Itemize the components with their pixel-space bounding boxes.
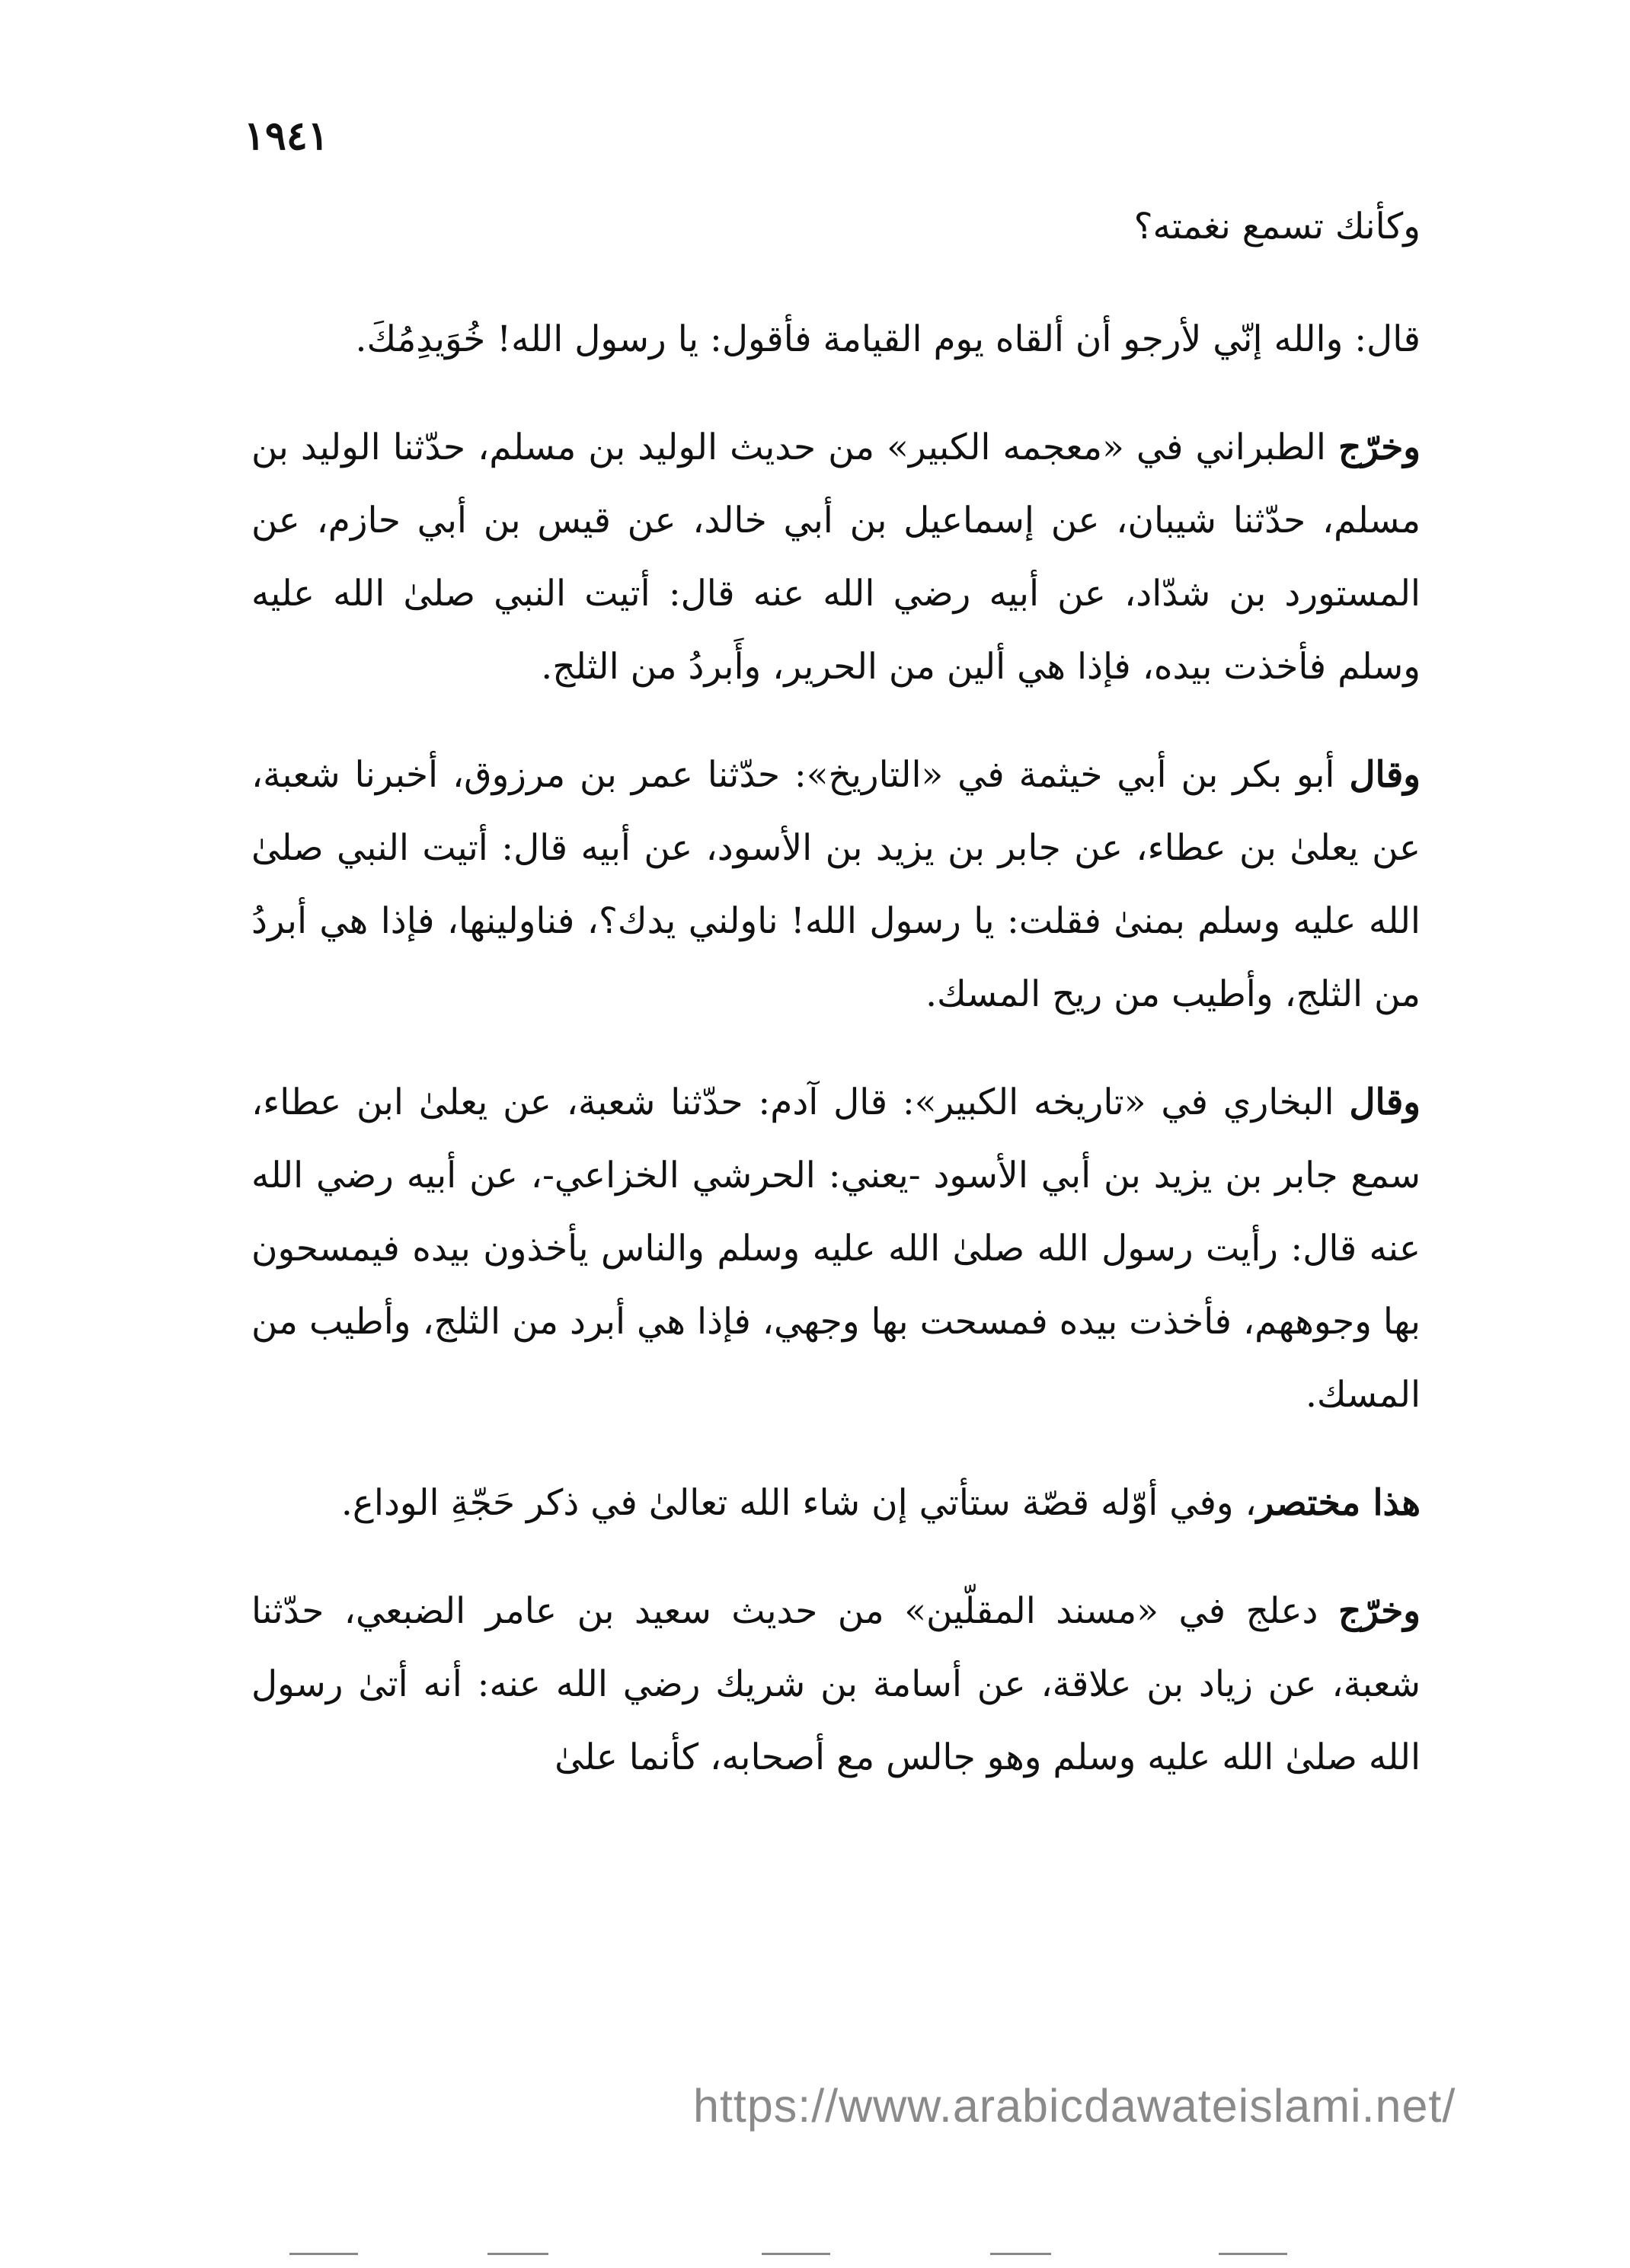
- paragraph-7-text: دعلج في «مسند المقلّين» من حديث سعيد بن عامر الضبعي، حدّثنا شعبة، عن زياد بن علاقة، عن أسامة بن شريك رضي الله عنه: أنه أتىٰ رسول الله صلىٰ الله عليه وسلم وهو جالس مع أصحابه، كأنما علىٰ: [251, 1590, 1421, 1778]
- page-body: [251, 190, 1421, 1829]
- footer-rule: [289, 2253, 358, 2255]
- footer-rule: [1219, 2253, 1287, 2255]
- page-number: ١٩٤١: [244, 113, 329, 159]
- paragraph-4: [251, 739, 1421, 1031]
- paragraph-7-lead: وخرّج: [1338, 1590, 1421, 1632]
- footer-rule: [990, 2253, 1051, 2255]
- paragraph-1: [251, 190, 1421, 264]
- paragraph-2: [251, 303, 1421, 376]
- paragraph-6: [251, 1467, 1421, 1540]
- source-url-watermark: https://www.arabicdawateislami.net/: [693, 2080, 1456, 2132]
- paragraph-3-text: الطبراني في «معجمه الكبير» من حديث الوليد بن مسلم، حدّثنا الوليد بن مسلم، حدّثنا شيبان، عن إسماعيل بن أبي خالد، عن قيس بن أبي حازم، عن المستورد بن شدّاد، عن أبيه رضي الله عنه قال: أتيت النبي صلىٰ الله عليه وسلم فأخذت بيده، فإذا هي ألين من الحرير، وأَبردُ من الثلج.: [251, 426, 1421, 688]
- paragraph-6-text: ، وفي أوّله قصّة ستأتي إن شاء الله تعالىٰ في ذكر حَجّةِ الوداع.: [340, 1482, 1257, 1524]
- paragraph-2-text: قال: والله إنّي لأرجو أن ألقاه يوم القيامة فأقول: يا رسول الله! خُوَيدِمُكَ.: [355, 318, 1421, 360]
- paragraph-4-text: أبو بكر بن أبي خيثمة في «التاريخ»: حدّثنا عمر بن مرزوق، أخبرنا شعبة، عن يعلىٰ بن عطاء، عن جابر بن يزيد بن الأسود، عن أبيه قال: أتيت النبي صلىٰ الله عليه وسلم بمنىٰ فقلت: يا رسول الله! ناولني يدك؟، فناولينها، فإذا هي أبردُ من الثلج، وأطيب من ريح المسك.: [251, 754, 1421, 1015]
- paragraph-3: [251, 411, 1421, 704]
- paragraph-7: [251, 1575, 1421, 1794]
- paragraph-3-lead: وخرّج: [1338, 426, 1421, 468]
- paragraph-5: [251, 1066, 1421, 1432]
- paragraph-5-lead: وقال: [1349, 1081, 1421, 1123]
- footer-rule: [762, 2253, 830, 2255]
- paragraph-5-text: البخاري في «تاريخه الكبير»: قال آدم: حدّثنا شعبة، عن يعلىٰ ابن عطاء، سمع جابر بن يزيد بن أبي الأسود -يعني: الحرشي الخزاعي-، عن أبيه رضي الله عنه قال: رأيت رسول الله صلىٰ الله عليه وسلم والناس يأخذون بيده فيمسحون بها وجوههم، فأخذت بيده فمسحت بها وجهي، فإذا هي أبرد من الثلج، وأطيب من المسك.: [251, 1081, 1421, 1416]
- paragraph-6-lead: هذا مختصر: [1256, 1482, 1421, 1524]
- paragraph-1-text: وكأنك تسمع نغمته؟: [1133, 206, 1421, 248]
- footer-rule: [487, 2253, 548, 2255]
- paragraph-4-lead: وقال: [1349, 754, 1421, 796]
